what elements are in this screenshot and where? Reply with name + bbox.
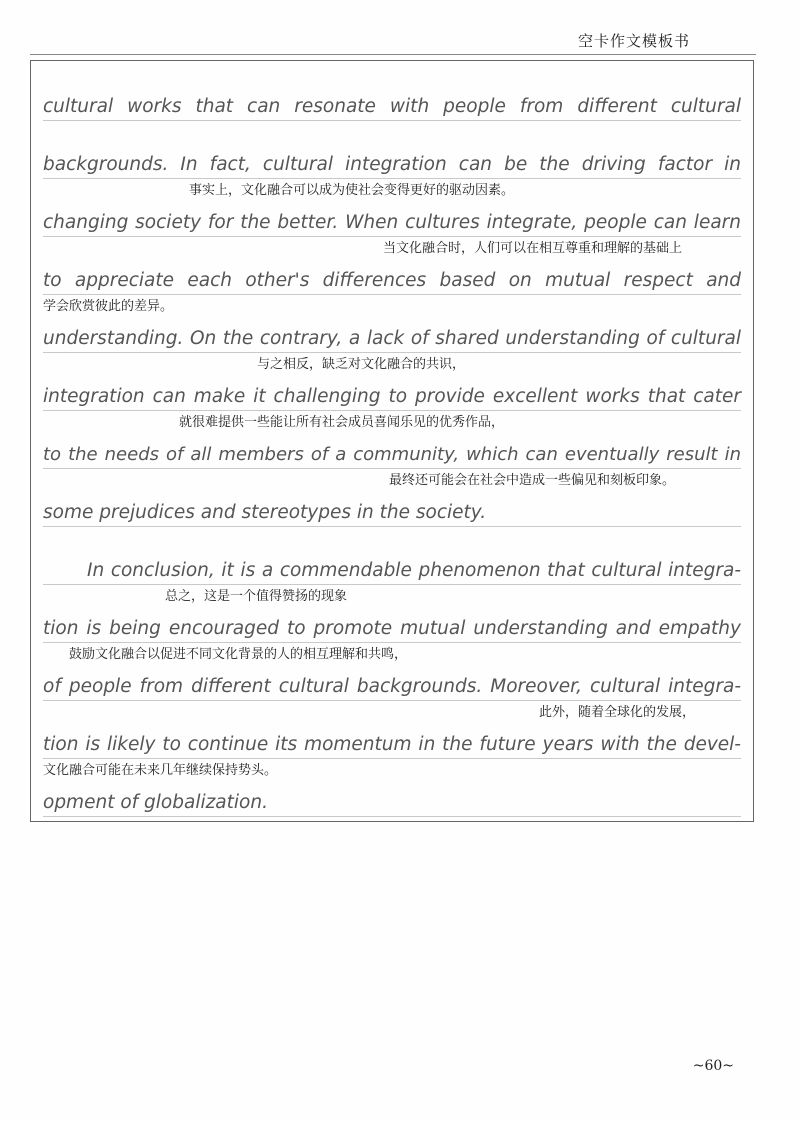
chinese-translation: 此外，随着全球化的发展， [539, 705, 696, 720]
english-text: understanding. On the contrary, a lack of shared understanding of cultural [43, 327, 741, 353]
chinese-translation: 与之相反，缺乏对文化融合的共识， [257, 357, 466, 372]
essay-line [43, 179, 741, 256]
english-text: tion is being encouraged to promote mutual understanding and empathy [43, 617, 741, 643]
english-text: to appreciate each other's differences based on mutual respect and [43, 269, 741, 295]
essay-line [43, 469, 741, 527]
essay-line [43, 411, 741, 488]
chinese-translation: 就很难提供一些能让所有社会成员喜闻乐见的优秀作品， [179, 415, 505, 430]
english-text: cultural works that can resonate with people from different cultural [43, 95, 741, 121]
essay-line [43, 701, 741, 778]
english-text: of people from different cultural backgrounds. Moreover, cultural integra- [43, 675, 741, 701]
essay-line [43, 643, 741, 720]
essay-line [43, 295, 741, 372]
chinese-translation: 学会欣赏彼此的差异。 [43, 299, 174, 314]
chinese-translation: 当文化融合时，人们可以在相互尊重和理解的基础上 [383, 241, 683, 256]
english-text: In conclusion, it is a commendable phenomenon that cultural integra- [43, 559, 741, 585]
header-divider [30, 54, 756, 55]
chinese-translation: 文化融合可能在未来几年继续保持势头。 [43, 763, 278, 778]
english-text: integration can make it challenging to provide excellent works that cater [43, 385, 741, 411]
essay-line [43, 759, 741, 817]
page-number: ~60~ [692, 1058, 734, 1074]
essay-line [43, 237, 741, 314]
chinese-translation: 事实上，文化融合可以成为使社会变得更好的驱动因素。 [189, 183, 515, 198]
book-title: 空卡作文模板书 [577, 32, 690, 50]
english-text: some prejudices and stereotypes in the society. [43, 501, 741, 527]
essay-frame [30, 60, 754, 822]
english-text: opment of globalization. [43, 791, 741, 817]
chinese-translation: 总之，这是一个值得赞扬的现象 [165, 589, 348, 604]
english-text: tion is likely to continue its momentum in the future years with the devel- [43, 733, 741, 759]
english-text: to the needs of all members of a community, which can eventually result in [43, 443, 741, 469]
essay-line [43, 585, 741, 662]
essay-line [43, 121, 741, 198]
english-text: changing society for the better. When cultures integrate, people can learn [43, 211, 741, 237]
essay-line [43, 63, 741, 121]
english-text: backgrounds. In fact, cultural integration can be the driving factor in [43, 153, 741, 179]
essay-line [43, 527, 741, 604]
chinese-translation: 鼓励文化融合以促进不同文化背景的人的相互理解和共鸣， [69, 647, 408, 662]
essay-line [43, 353, 741, 430]
chinese-translation: 最终还可能会在社会中造成一些偏见和刻板印象。 [389, 473, 676, 488]
